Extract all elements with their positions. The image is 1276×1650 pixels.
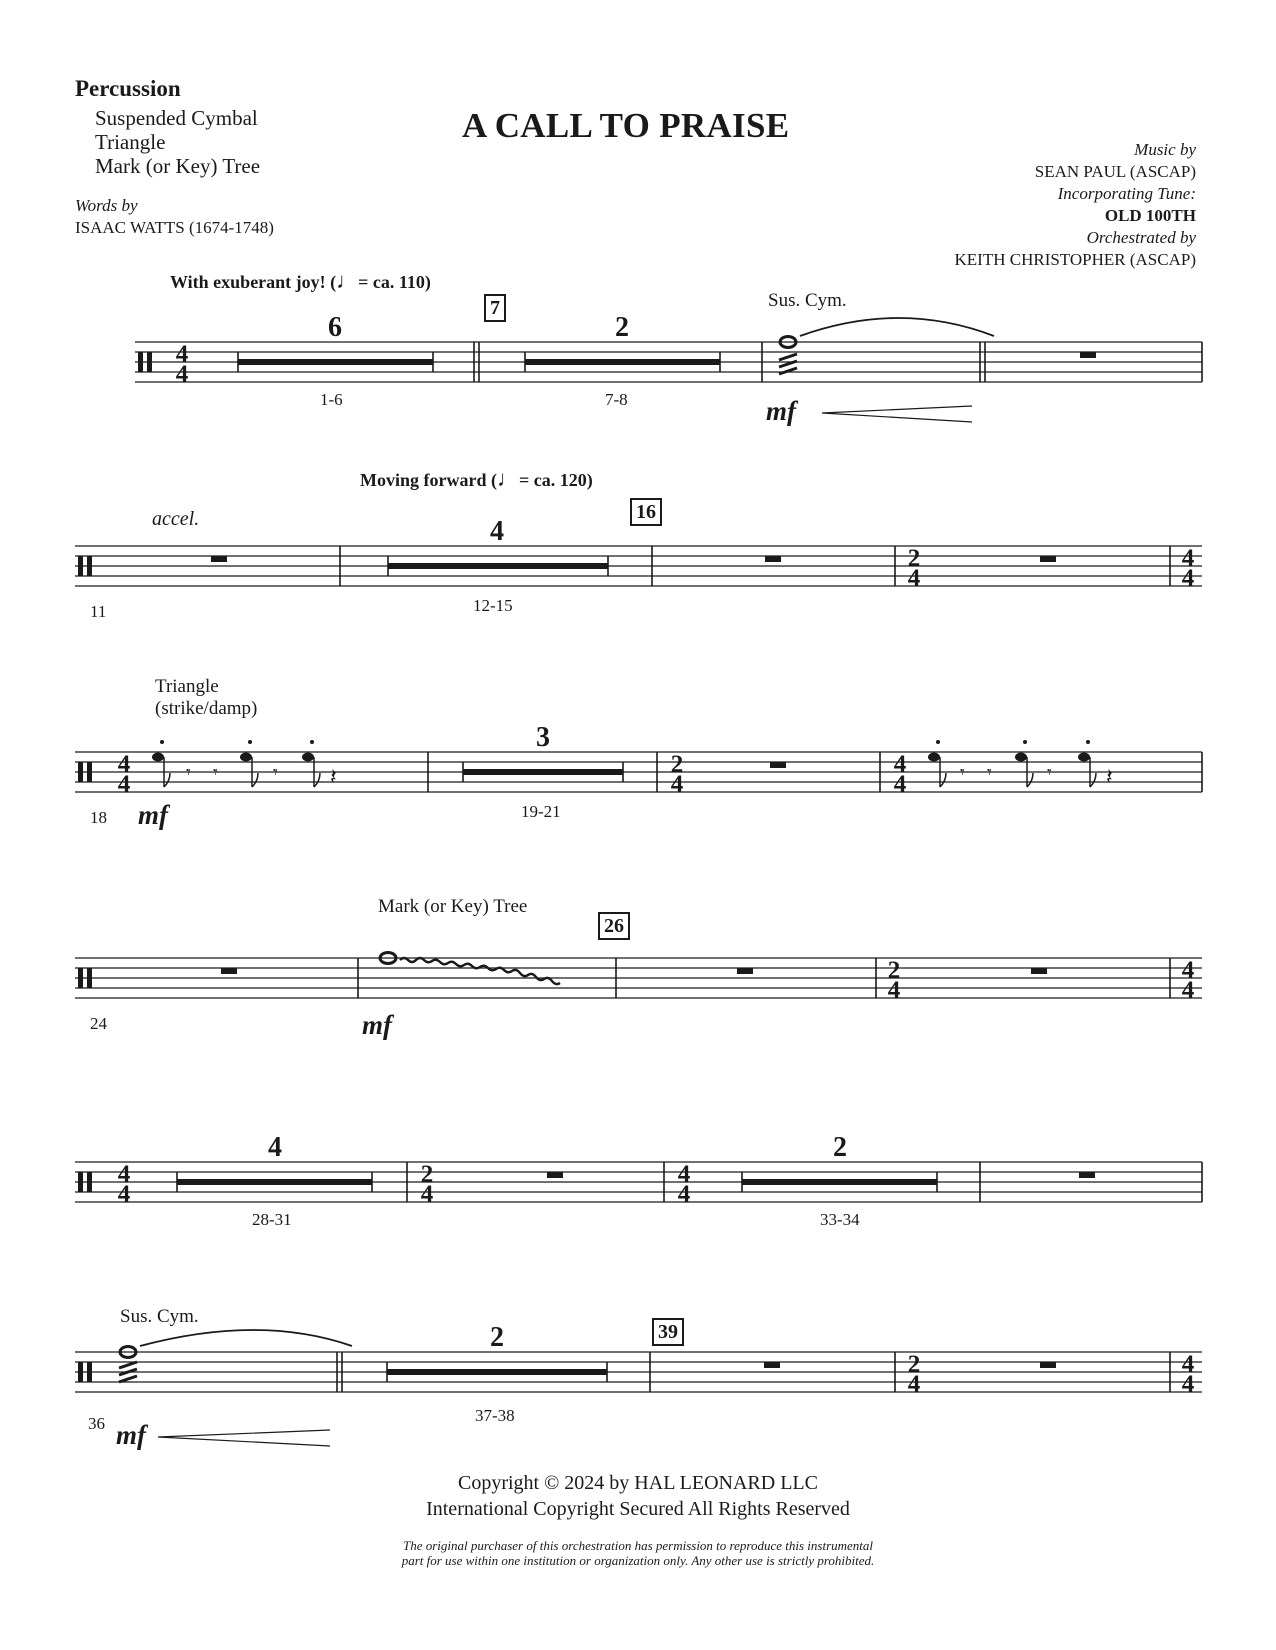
tempo-marking: Moving forward (♩= ca. 120) <box>360 466 593 491</box>
time-sig-bottom: 4 <box>907 1371 921 1398</box>
multirest-count: 2 <box>615 312 629 343</box>
time-sig-top: 4 <box>175 341 189 368</box>
whole-rest-icon <box>770 762 786 768</box>
words-author: ISAAC WATTS (1674-1748) <box>75 218 274 237</box>
multirest-range: 19-21 <box>521 802 561 821</box>
multirest-count: 4 <box>268 1132 282 1163</box>
instrument-cue: Triangle <box>155 676 219 697</box>
technique-text: (strike/damp) <box>155 698 258 719</box>
multirest-bar <box>463 769 623 775</box>
orchestrator: KEITH CHRISTOPHER (ASCAP) <box>954 250 1196 269</box>
multirest-range: 7-8 <box>605 390 628 409</box>
whole-rest-icon <box>1080 352 1096 358</box>
time-sig-bottom: 4 <box>677 1181 691 1208</box>
dynamic-mark: mf <box>138 800 168 830</box>
time-sig-top: 4 <box>1181 1351 1195 1378</box>
dynamic-mark: mf <box>362 1010 392 1040</box>
rehearsal-mark: 39 <box>652 1318 684 1346</box>
multirest-bar <box>525 359 720 365</box>
dynamic-mark: mf <box>766 396 796 426</box>
part-name: Percussion <box>75 76 181 101</box>
words-label: Words by <box>75 196 138 215</box>
multirest-count: 3 <box>536 722 550 753</box>
time-sig-bottom: 4 <box>420 1181 434 1208</box>
music-label: Music by <box>1134 140 1196 159</box>
staff-lines <box>75 546 1202 586</box>
multirest-bar <box>238 359 433 365</box>
staff-system-5 <box>0 1110 1276 1220</box>
instrument-cue: Mark (or Key) Tree <box>378 896 528 917</box>
time-sig-top: 4 <box>1181 957 1195 984</box>
time-sig-top: 4 <box>677 1161 691 1188</box>
multirest-bar <box>742 1179 937 1185</box>
time-sig-bottom: 4 <box>117 1181 131 1208</box>
time-sig-bottom: 4 <box>907 565 921 592</box>
time-sig-top: 2 <box>907 545 921 572</box>
staff-system-2 <box>0 500 1276 610</box>
multirest-count: 2 <box>833 1132 847 1163</box>
instrument-list-item: Suspended Cymbal <box>95 106 258 130</box>
multirest-bar <box>387 1369 607 1375</box>
eighth-rest-icon: 𝄾 <box>960 762 965 783</box>
accel-marking: accel. <box>152 508 200 530</box>
tie-icon <box>800 318 994 336</box>
multirest-bar <box>177 1179 372 1185</box>
composer: SEAN PAUL (ASCAP) <box>1034 162 1196 181</box>
measure-number: 18 <box>90 808 107 827</box>
quarter-rest-icon: 𝄽 <box>330 765 337 790</box>
whole-rest-icon <box>547 1172 563 1178</box>
decrescendo-hairpin <box>822 406 972 422</box>
staccato-eighth-note-icon <box>1078 740 1096 787</box>
time-sig-top: 4 <box>893 751 907 778</box>
whole-rest-icon <box>737 968 753 974</box>
time-sig-bottom: 4 <box>670 771 684 798</box>
multirest-range: 37-38 <box>475 1406 515 1425</box>
decrescendo-hairpin <box>158 1430 330 1446</box>
multirest-range: 33-34 <box>820 1210 860 1229</box>
tempo-marking: With exuberant joy! (♩= ca. 110) <box>170 268 431 293</box>
measure-number: 24 <box>90 1014 107 1033</box>
time-sig-top: 4 <box>117 751 131 778</box>
multirest-count: 2 <box>490 1322 504 1353</box>
song-title: A CALL TO PRAISE <box>462 106 790 145</box>
eighth-rest-icon: 𝄾 <box>987 762 992 783</box>
tune-name: OLD 100TH <box>1104 206 1196 225</box>
quarter-note-icon: ♩ <box>336 268 359 293</box>
instrument-cue: Sus. Cym. <box>768 290 847 311</box>
staccato-eighth-note-icon <box>240 740 258 787</box>
time-sig-top: 4 <box>117 1161 131 1188</box>
time-sig-bottom: 4 <box>117 771 131 798</box>
staccato-eighth-note-icon <box>152 740 170 787</box>
eighth-rest-icon: 𝄾 <box>273 762 278 783</box>
staff-system-4 <box>0 900 1276 1040</box>
orchestrated-label: Orchestrated by <box>1086 228 1196 247</box>
instrument-cue: Sus. Cym. <box>120 1306 199 1327</box>
instrument-list-item: Mark (or Key) Tree <box>95 154 261 178</box>
staccato-eighth-note-icon <box>302 740 320 787</box>
time-sig-top: 2 <box>887 957 901 984</box>
time-sig-bottom: 4 <box>175 361 189 388</box>
tie-icon <box>140 1330 352 1346</box>
rehearsal-mark: 16 <box>630 498 662 526</box>
time-sig-bottom: 4 <box>1181 1371 1195 1398</box>
multirest-bar <box>388 563 608 569</box>
whole-rest-icon <box>1040 556 1056 562</box>
copyright-line: International Copyright Secured All Rights Reserved <box>426 1498 850 1520</box>
eighth-rest-icon: 𝄾 <box>213 762 218 783</box>
staff-system-3 <box>0 700 1276 830</box>
staff-system-6 <box>0 1300 1276 1460</box>
time-sig-top: 2 <box>907 1351 921 1378</box>
multirest-range: 1-6 <box>320 390 343 409</box>
staff-lines <box>75 958 1202 998</box>
dynamic-mark: mf <box>116 1420 146 1450</box>
multirest-count: 4 <box>490 516 504 547</box>
multirest-range: 12-15 <box>473 596 513 615</box>
time-sig-top: 2 <box>670 751 684 778</box>
time-sig-bottom: 4 <box>1181 977 1195 1004</box>
eighth-rest-icon: 𝄾 <box>186 762 191 783</box>
multirest-count: 6 <box>328 312 342 343</box>
staccato-eighth-note-icon <box>928 740 946 787</box>
copyright-line: Copyright © 2024 by HAL LEONARD LLC <box>458 1472 818 1494</box>
staff-system-1 <box>0 300 1276 440</box>
instrument-list-item: Triangle <box>95 130 166 154</box>
permission-notice: The original purchaser of this orchestration has permission to reproduce this instrumental <box>402 1538 874 1553</box>
gliss-wavy-line <box>400 958 560 984</box>
measure-number: 36 <box>88 1414 105 1433</box>
whole-rest-icon <box>211 556 227 562</box>
measure-number: 11 <box>90 602 107 621</box>
whole-rest-icon <box>764 1362 780 1368</box>
time-sig-bottom: 4 <box>887 977 901 1004</box>
time-sig-top: 4 <box>1181 545 1195 572</box>
whole-rest-icon <box>1031 968 1047 974</box>
tune-label: Incorporating Tune: <box>1057 184 1196 203</box>
whole-rest-icon <box>765 556 781 562</box>
staff-lines <box>75 1352 1202 1392</box>
permission-notice: part for use within one institution or organization only. Any other use is strictly prohibited. <box>401 1553 875 1568</box>
quarter-note-icon: ♩ <box>496 466 519 491</box>
whole-rest-icon <box>1079 1172 1095 1178</box>
time-sig-bottom: 4 <box>1181 565 1195 592</box>
staccato-eighth-note-icon <box>1015 740 1033 787</box>
time-sig-top: 2 <box>420 1161 434 1188</box>
time-sig-bottom: 4 <box>893 771 907 798</box>
whole-rest-icon <box>1040 1362 1056 1368</box>
rehearsal-mark: 7 <box>484 294 506 322</box>
quarter-rest-icon: 𝄽 <box>1106 765 1113 790</box>
eighth-rest-icon: 𝄾 <box>1047 762 1052 783</box>
multirest-range: 28-31 <box>252 1210 292 1229</box>
whole-rest-icon <box>221 968 237 974</box>
rehearsal-mark: 26 <box>598 912 630 940</box>
